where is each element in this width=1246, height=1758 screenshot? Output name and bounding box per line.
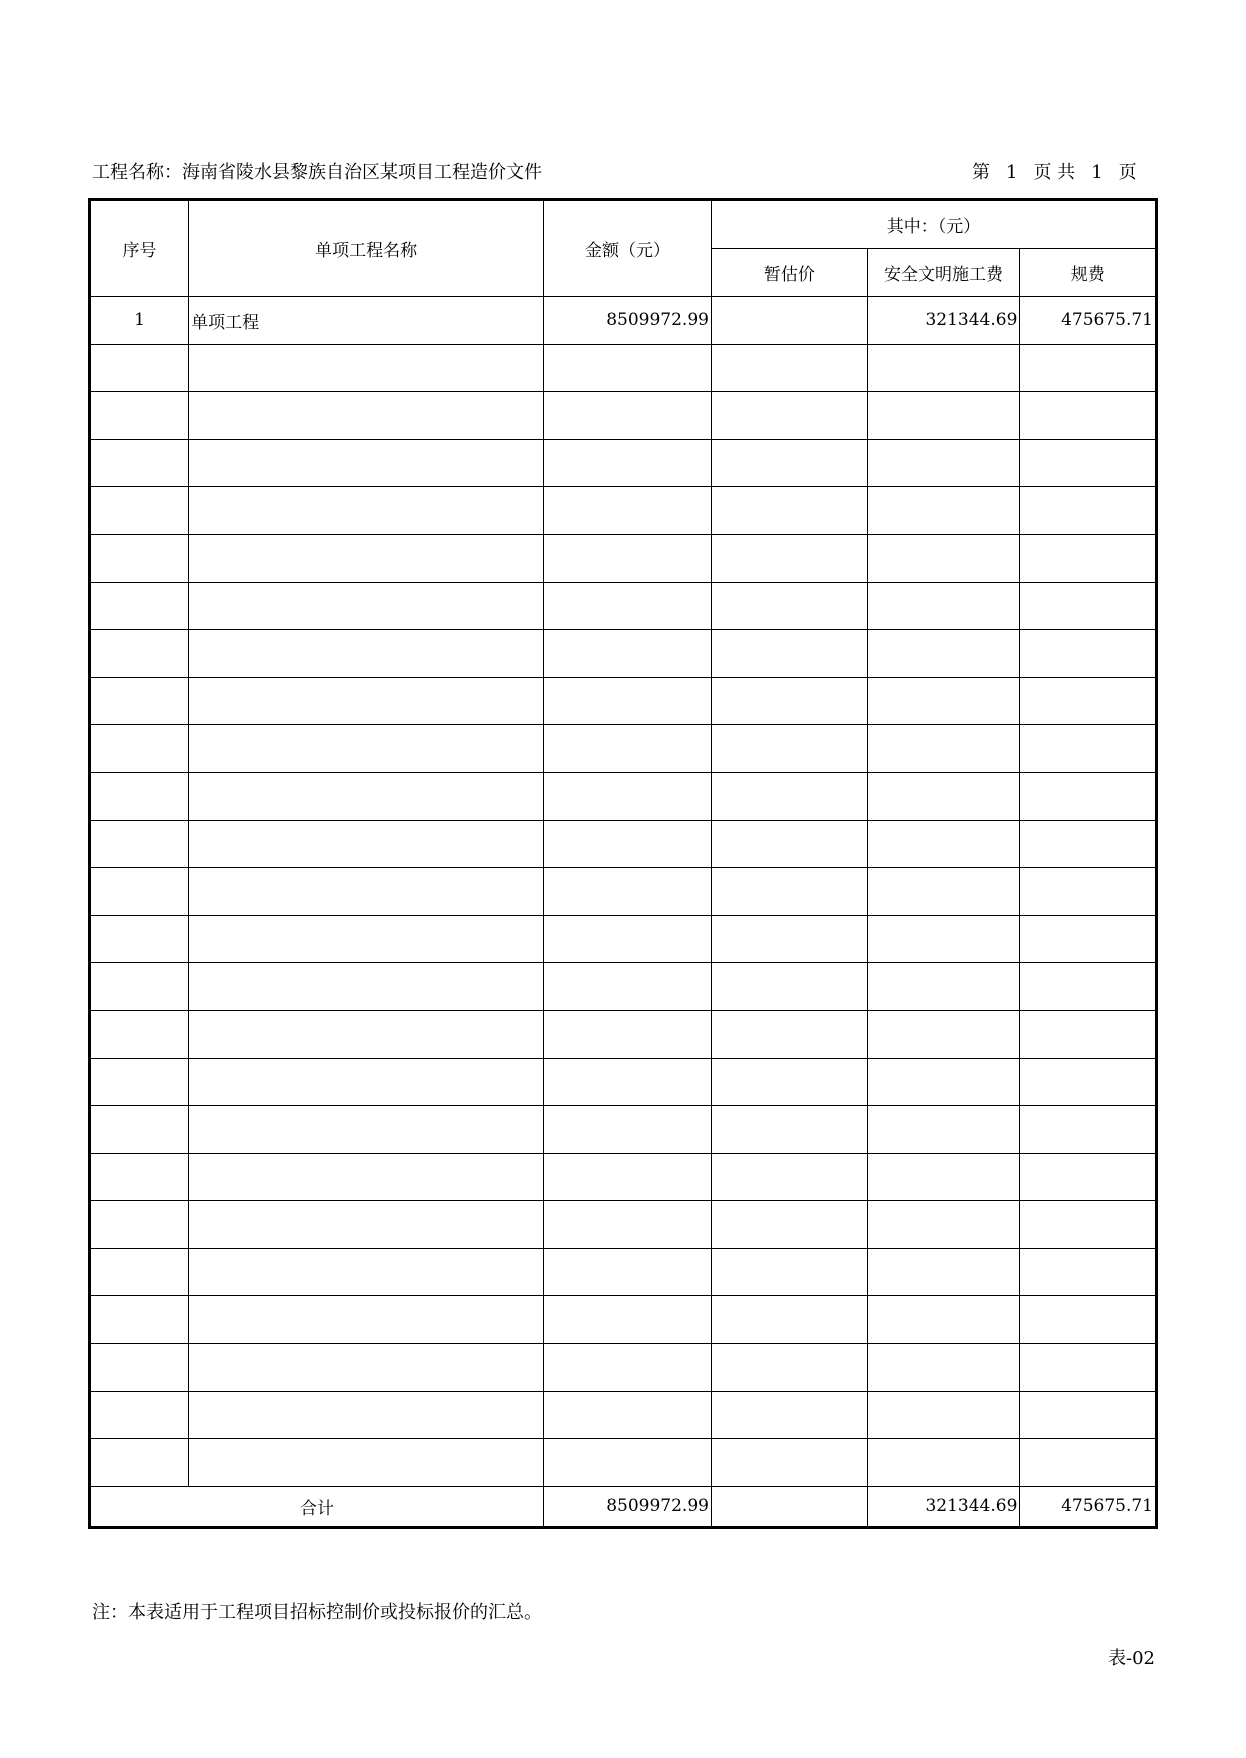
empty-cell	[91, 1010, 189, 1058]
empty-cell	[867, 1344, 1020, 1392]
empty-cell	[91, 772, 189, 820]
empty-cell	[711, 344, 867, 392]
empty-row	[91, 1296, 1156, 1344]
project-summary-table	[90, 200, 1156, 1527]
header-item-name: 单项工程名称	[189, 201, 544, 297]
empty-row	[91, 1106, 1156, 1154]
empty-cell	[711, 772, 867, 820]
empty-cell	[711, 1439, 867, 1487]
total-row	[91, 1486, 1156, 1526]
empty-cell	[1020, 1106, 1156, 1154]
page-mid: 页 共	[1033, 162, 1076, 183]
empty-row	[91, 534, 1156, 582]
empty-cell	[867, 1201, 1020, 1249]
cell-regulatory-fee: 475675.71	[1020, 297, 1156, 345]
empty-cell	[867, 534, 1020, 582]
empty-row	[91, 1344, 1156, 1392]
empty-cell	[711, 1391, 867, 1439]
empty-cell	[91, 534, 189, 582]
empty-cell	[91, 1058, 189, 1106]
empty-cell	[189, 1201, 544, 1249]
empty-cell	[544, 1248, 712, 1296]
cell-safety-fee: 321344.69	[867, 297, 1020, 345]
empty-cell	[1020, 725, 1156, 773]
total-provisional	[711, 1486, 867, 1526]
empty-cell	[1020, 677, 1156, 725]
empty-cell	[1020, 1296, 1156, 1344]
empty-cell	[91, 1248, 189, 1296]
empty-cell	[91, 439, 189, 487]
project-name: 工程名称：海南省陵水县黎族自治区某项目工程造价文件	[92, 162, 542, 183]
empty-cell	[867, 439, 1020, 487]
empty-cell	[867, 630, 1020, 678]
empty-cell	[189, 1106, 544, 1154]
empty-cell	[711, 1010, 867, 1058]
empty-row	[91, 630, 1156, 678]
empty-cell	[711, 725, 867, 773]
empty-cell	[91, 1153, 189, 1201]
empty-cell	[711, 1344, 867, 1392]
empty-row	[91, 772, 1156, 820]
empty-cell	[544, 1391, 712, 1439]
empty-cell	[1020, 439, 1156, 487]
empty-cell	[867, 1391, 1020, 1439]
empty-cell	[544, 439, 712, 487]
empty-cell	[711, 677, 867, 725]
empty-cell	[91, 1201, 189, 1249]
total-amount: 8509972.99	[544, 1486, 712, 1526]
total-label: 合计	[91, 1486, 544, 1526]
empty-cell	[189, 915, 544, 963]
cell-amount: 8509972.99	[544, 297, 712, 345]
empty-cell	[711, 534, 867, 582]
empty-cell	[711, 820, 867, 868]
empty-cell	[189, 1058, 544, 1106]
empty-cell	[711, 1153, 867, 1201]
empty-cell	[91, 1344, 189, 1392]
empty-cell	[867, 772, 1020, 820]
empty-cell	[544, 1344, 712, 1392]
empty-cell	[1020, 1201, 1156, 1249]
empty-row	[91, 677, 1156, 725]
empty-cell	[189, 1248, 544, 1296]
empty-cell	[544, 772, 712, 820]
table-note: 注：本表适用于工程项目招标控制价或投标报价的汇总。	[92, 1602, 542, 1623]
empty-cell	[544, 582, 712, 630]
empty-cell	[189, 677, 544, 725]
empty-row	[91, 344, 1156, 392]
cell-item-name: 单项工程	[189, 297, 544, 345]
empty-cell	[711, 487, 867, 535]
empty-cell	[1020, 630, 1156, 678]
empty-cell	[189, 1344, 544, 1392]
empty-cell	[189, 630, 544, 678]
page-prefix: 第	[972, 162, 990, 183]
empty-cell	[867, 725, 1020, 773]
empty-cell	[544, 677, 712, 725]
total-regulatory-fee: 475675.71	[1020, 1486, 1156, 1526]
empty-cell	[91, 487, 189, 535]
empty-row	[91, 1201, 1156, 1249]
empty-row	[91, 1010, 1156, 1058]
empty-cell	[544, 392, 712, 440]
empty-cell	[544, 868, 712, 916]
empty-row	[91, 392, 1156, 440]
empty-cell	[1020, 1153, 1156, 1201]
empty-cell	[544, 963, 712, 1011]
empty-cell	[189, 344, 544, 392]
header-regulatory-fee: 规费	[1020, 249, 1156, 297]
empty-cell	[711, 1248, 867, 1296]
empty-cell	[544, 1439, 712, 1487]
empty-cell	[91, 392, 189, 440]
empty-row	[91, 915, 1156, 963]
empty-cell	[1020, 915, 1156, 963]
cell-seq: 1	[91, 297, 189, 345]
page-suffix: 页	[1118, 162, 1137, 183]
empty-row	[91, 1439, 1156, 1487]
empty-cell	[189, 1439, 544, 1487]
empty-row	[91, 820, 1156, 868]
page-total: 1	[1091, 162, 1103, 183]
empty-cell	[189, 392, 544, 440]
empty-cell	[1020, 582, 1156, 630]
empty-cell	[1020, 392, 1156, 440]
empty-cell	[91, 582, 189, 630]
empty-cell	[867, 487, 1020, 535]
empty-cell	[1020, 963, 1156, 1011]
header-provisional: 暂估价	[711, 249, 867, 297]
empty-cell	[544, 1010, 712, 1058]
table-row	[91, 297, 1156, 345]
empty-cell	[544, 1153, 712, 1201]
empty-cell	[189, 1010, 544, 1058]
empty-cell	[711, 439, 867, 487]
empty-cell	[867, 1153, 1020, 1201]
empty-cell	[711, 582, 867, 630]
empty-cell	[867, 344, 1020, 392]
empty-cell	[867, 1058, 1020, 1106]
empty-cell	[91, 344, 189, 392]
empty-cell	[1020, 534, 1156, 582]
empty-cell	[867, 1010, 1020, 1058]
empty-cell	[91, 725, 189, 773]
empty-row	[91, 963, 1156, 1011]
cell-provisional	[711, 297, 867, 345]
form-number: 表-02	[1108, 1648, 1155, 1669]
empty-cell	[91, 1439, 189, 1487]
empty-cell	[544, 1058, 712, 1106]
empty-row	[91, 439, 1156, 487]
empty-cell	[867, 677, 1020, 725]
empty-cell	[189, 582, 544, 630]
empty-cell	[711, 1058, 867, 1106]
empty-cell	[1020, 487, 1156, 535]
empty-row	[91, 1153, 1156, 1201]
page-number: 1	[1006, 162, 1018, 183]
empty-cell	[1020, 1391, 1156, 1439]
empty-cell	[544, 630, 712, 678]
empty-cell	[1020, 1058, 1156, 1106]
empty-cell	[91, 1296, 189, 1344]
empty-cell	[91, 820, 189, 868]
empty-cell	[544, 915, 712, 963]
empty-cell	[711, 630, 867, 678]
empty-cell	[189, 963, 544, 1011]
empty-cell	[91, 677, 189, 725]
empty-cell	[867, 915, 1020, 963]
empty-cell	[544, 487, 712, 535]
empty-cell	[1020, 820, 1156, 868]
empty-cell	[189, 725, 544, 773]
empty-cell	[91, 868, 189, 916]
empty-cell	[544, 1296, 712, 1344]
empty-cell	[91, 963, 189, 1011]
empty-cell	[1020, 344, 1156, 392]
empty-cell	[91, 630, 189, 678]
empty-cell	[544, 725, 712, 773]
empty-cell	[867, 582, 1020, 630]
empty-cell	[867, 392, 1020, 440]
empty-cell	[189, 439, 544, 487]
empty-cell	[544, 1106, 712, 1154]
empty-row	[91, 582, 1156, 630]
empty-cell	[711, 1106, 867, 1154]
empty-cell	[867, 1248, 1020, 1296]
header-safety-fee: 安全文明施工费	[867, 249, 1020, 297]
empty-cell	[1020, 772, 1156, 820]
total-safety-fee: 321344.69	[867, 1486, 1020, 1526]
empty-cell	[867, 963, 1020, 1011]
empty-cell	[189, 820, 544, 868]
empty-cell	[867, 1439, 1020, 1487]
empty-cell	[544, 820, 712, 868]
empty-row	[91, 1248, 1156, 1296]
empty-cell	[1020, 1010, 1156, 1058]
empty-cell	[711, 392, 867, 440]
empty-cell	[1020, 1439, 1156, 1487]
header-amount: 金额（元）	[544, 201, 712, 297]
empty-cell	[711, 915, 867, 963]
empty-row	[91, 1391, 1156, 1439]
empty-row	[91, 1058, 1156, 1106]
empty-cell	[711, 1296, 867, 1344]
empty-cell	[189, 1153, 544, 1201]
header-of-which: 其中：（元）	[711, 201, 1155, 249]
empty-row	[91, 487, 1156, 535]
empty-cell	[91, 1391, 189, 1439]
empty-cell	[544, 534, 712, 582]
empty-cell	[1020, 868, 1156, 916]
empty-cell	[1020, 1248, 1156, 1296]
empty-cell	[867, 1296, 1020, 1344]
empty-cell	[91, 1106, 189, 1154]
page-indicator	[972, 158, 1137, 184]
empty-cell	[544, 344, 712, 392]
empty-cell	[711, 1201, 867, 1249]
empty-cell	[867, 1106, 1020, 1154]
header-seq: 序号	[91, 201, 189, 297]
empty-cell	[189, 1296, 544, 1344]
empty-cell	[91, 915, 189, 963]
empty-cell	[189, 868, 544, 916]
empty-cell	[189, 772, 544, 820]
empty-cell	[711, 963, 867, 1011]
empty-cell	[189, 534, 544, 582]
empty-cell	[1020, 1344, 1156, 1392]
empty-row	[91, 725, 1156, 773]
empty-cell	[544, 1201, 712, 1249]
empty-cell	[711, 868, 867, 916]
empty-cell	[189, 487, 544, 535]
empty-cell	[867, 868, 1020, 916]
empty-row	[91, 868, 1156, 916]
empty-cell	[867, 820, 1020, 868]
empty-cell	[189, 1391, 544, 1439]
